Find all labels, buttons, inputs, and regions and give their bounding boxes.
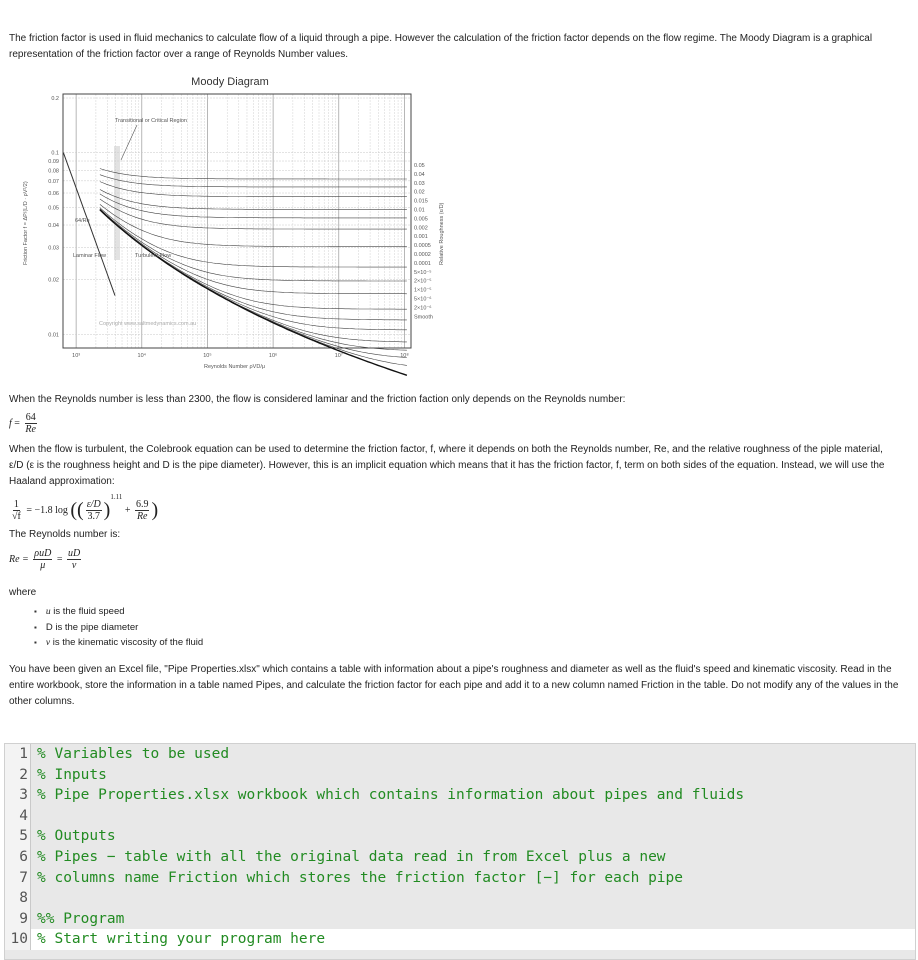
- intro-paragraph: The friction factor is used in fluid mechanics to calculate flow of a liquid through a pipe. However the calculation of the friction factor depends on the flow regime. The Moody Diagram is a graphical representation of the friction factor over a range of Reynolds Number values.: [9, 33, 873, 60]
- code-text[interactable]: % Outputs: [37, 828, 116, 845]
- x-tick-label: 10⁵: [203, 353, 212, 359]
- roughness-label: 0.002: [414, 225, 428, 232]
- laminar-flow-label: Laminar Flow: [73, 253, 107, 259]
- y-tick-label: 0.1: [51, 150, 59, 157]
- x-axis-label: Reynolds Number ρVD/μ: [204, 364, 266, 370]
- roughness-label: 0.05: [414, 163, 425, 169]
- code-text[interactable]: % Variables to be used: [37, 746, 230, 762]
- roughness-label: 0.015: [414, 198, 428, 205]
- turbulent-paragraph: When the flow is turbulent, the Colebrook equation can be used to determine the friction factor, f, where it depends on both the Reynolds number, Re, and the relative roughness of the piple material, ε/D (ε is the roughness height and D is the pipe diameter). However, this is an implicit equation which means that it has the friction factor, f, term on both sides of the equation. Instead, we will use the Haaland approximation:: [9, 444, 885, 487]
- line-number: 8: [5, 888, 31, 909]
- roughness-label: 2×10⁻⁶: [414, 305, 432, 312]
- reynolds-paragraph: The Reynolds number is:: [9, 529, 121, 540]
- code-line-active[interactable]: [5, 929, 915, 950]
- code-text[interactable]: % Pipe Properties.xlsx workbook which contains information about pipes and fluids: [37, 787, 745, 804]
- list-item: ▪ ν is the kinematic viscosity of the fluid: [34, 635, 203, 651]
- moody-diagram-plot: [15, 70, 445, 380]
- roughness-label: 0.0005: [414, 243, 431, 250]
- y-tick-label: 0.01: [48, 332, 59, 339]
- x-tick-label: 10⁷: [334, 353, 343, 359]
- chart-title: Moody Diagram: [191, 76, 269, 88]
- roughness-label: 0.03: [414, 180, 425, 187]
- roughness-label: 0.0002: [414, 252, 431, 258]
- roughness-label: 0.02: [414, 189, 425, 196]
- line-number: 3: [5, 785, 31, 806]
- line-number: 9: [5, 909, 31, 930]
- y-tick-label: 0.04: [48, 223, 59, 229]
- line-number: 4: [5, 806, 31, 827]
- laminar-equation: f = $\frac{64}{Re}$: [9, 412, 36, 435]
- line-number: 10: [5, 929, 31, 950]
- y-tick-label: 0.05: [48, 205, 59, 212]
- turbulent-flow-label: Turbulent Flow: [135, 253, 172, 259]
- code-line[interactable]: [5, 826, 915, 847]
- roughness-label: 1×10⁻⁵: [414, 287, 432, 294]
- right-axis-label: Relative Roughness (ε/D): [439, 202, 445, 265]
- laminar-paragraph: When the Reynolds number is less than 2300, the flow is considered laminar and the friction faction only depends on the Reynolds number:: [9, 394, 626, 405]
- code-text[interactable]: % Inputs: [37, 766, 107, 783]
- roughness-label: 0.01: [414, 207, 425, 214]
- code-text[interactable]: % Start writing your program here: [31, 929, 915, 950]
- x-tick-label: 10⁶: [268, 353, 278, 359]
- code-text[interactable]: [31, 888, 915, 909]
- code-editor[interactable]: [4, 743, 916, 960]
- y-axis-label: Friction Factor f = ΔP/(L/D · ρV²/2): [23, 181, 29, 265]
- roughness-label: 0.0001: [414, 260, 431, 267]
- line-number: 6: [5, 847, 31, 868]
- x-tick-label: 10⁸: [400, 353, 409, 359]
- code-text[interactable]: % Pipes − table with all the original data read in from Excel plus a new: [37, 848, 666, 865]
- list-item: ▪ u is the fluid speed: [34, 604, 203, 620]
- code-line[interactable]: [5, 765, 915, 786]
- code-text[interactable]: % columns name Friction which stores the friction factor [−] for each pipe: [37, 869, 684, 886]
- list-item: ▪ D is the pipe diameter: [34, 620, 203, 635]
- y-tick-label: 0.09: [48, 159, 59, 166]
- roughness-label: 2×10⁻⁵: [414, 278, 432, 285]
- line-number: 2: [5, 765, 31, 786]
- line-number: 7: [5, 868, 31, 889]
- y-tick-label: 0.08: [48, 168, 59, 175]
- moody-diagram: [15, 70, 445, 380]
- code-line[interactable]: [5, 868, 915, 889]
- code-text[interactable]: [31, 806, 915, 827]
- variable-list: [24, 604, 203, 651]
- roughness-label: 0.005: [414, 216, 428, 223]
- y-tick-label: 0.02: [48, 277, 59, 284]
- haaland-equation: $\frac{1}{√f}$ = −1.8 log (( $\frac{\varepsilon/D}{3.7}$ )$^{1.11}$ + $\frac{6.9}{Re}$ ): [12, 493, 159, 523]
- roughness-label: 0.001: [414, 234, 428, 241]
- line-number: 5: [5, 826, 31, 847]
- y-tick-label: 0.07: [48, 178, 59, 185]
- reynolds-equation: Re = $\frac{\text{ρuD}}{\mu}$ = $\frac{uD}{\nu}$: [9, 548, 81, 571]
- roughness-label: 5×10⁻⁵: [414, 269, 432, 276]
- code-text[interactable]: %% Program: [37, 910, 125, 927]
- code-line[interactable]: [5, 785, 915, 806]
- x-tick-label: 10⁴: [137, 353, 147, 359]
- line-number: 1: [5, 744, 31, 765]
- roughness-label: 5×10⁻⁶: [414, 296, 432, 303]
- transition-region-label: Transitional or Critical Region: [115, 118, 187, 124]
- y-tick-label: 0.2: [51, 96, 59, 102]
- y-tick-label: 0.06: [48, 191, 59, 198]
- task-paragraph: You have been given an Excel file, "Pipe Properties.xlsx" which contains a table with information about a pipe's roughness and diameter as well as the fluid's speed and kinematic viscosity. Read in the entire workbook, store the information in a table named Pipes, and calculate the friction factor for each pipe and add it to a new column named Friction in the table. Do not modify any of the values in the other columns.: [9, 664, 899, 707]
- y-tick-label: 0.03: [48, 245, 59, 252]
- code-line[interactable]: [5, 806, 915, 827]
- where-label: where: [9, 587, 37, 598]
- roughness-label: 0.04: [414, 171, 425, 178]
- laminar-equation-label: 64/Re: [75, 218, 90, 224]
- code-line[interactable]: [5, 909, 915, 930]
- copyright-watermark: Copyright www.saltmedynamics.com.au: [99, 321, 197, 327]
- code-line[interactable]: [5, 847, 915, 868]
- code-line[interactable]: [5, 744, 915, 765]
- roughness-label: Smooth: [414, 314, 433, 321]
- x-tick-label: 10³: [72, 353, 81, 359]
- code-line[interactable]: [5, 888, 915, 909]
